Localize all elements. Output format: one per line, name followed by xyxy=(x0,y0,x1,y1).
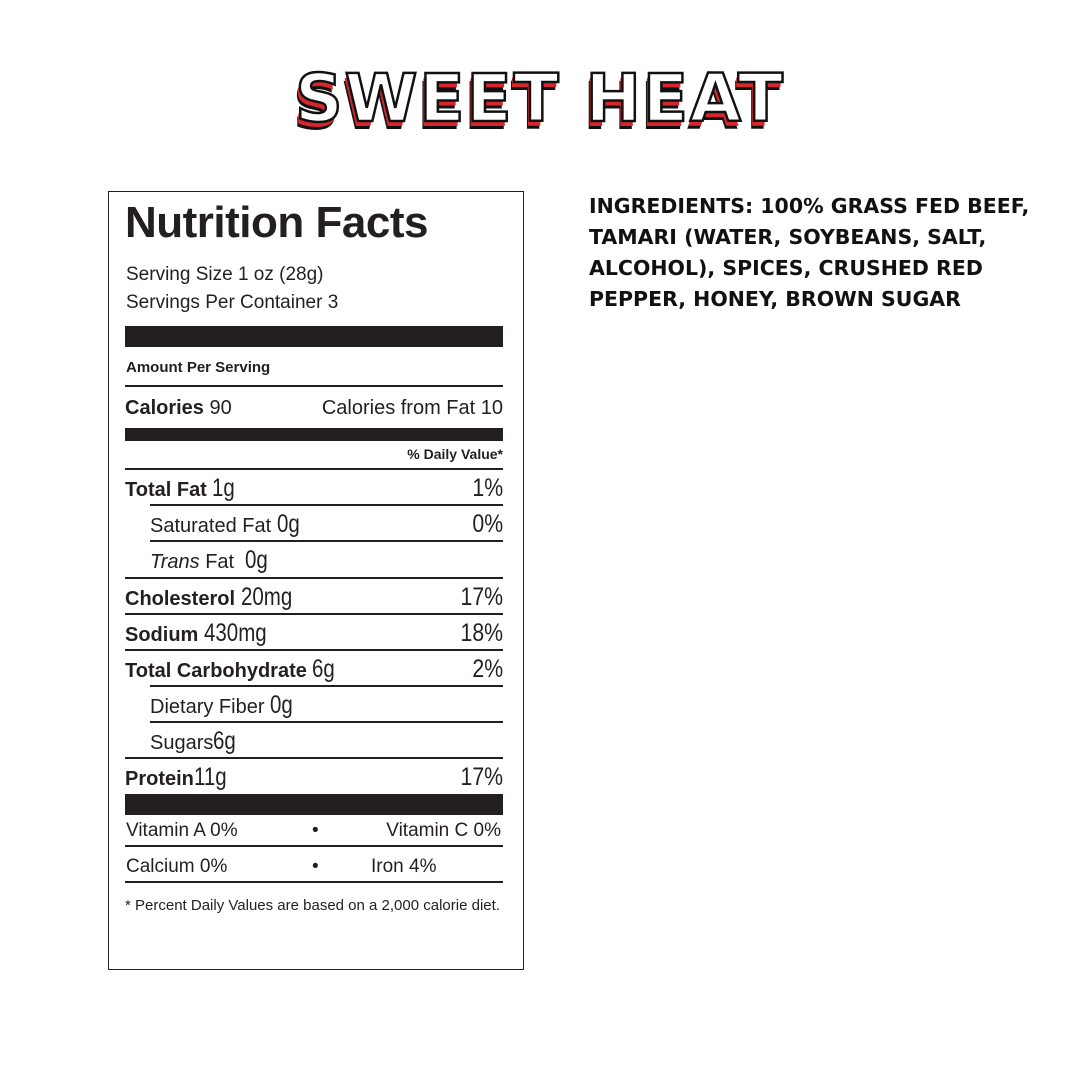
divider xyxy=(125,649,503,651)
calories-row xyxy=(125,391,503,425)
separator-dot: • xyxy=(312,820,319,841)
separator-dot: • xyxy=(312,856,319,877)
protein-row xyxy=(125,760,503,794)
calories-from-fat: Calories from Fat 10 xyxy=(321,396,503,419)
divider xyxy=(125,881,503,883)
footnote: * Percent Daily Values are based on a 2,000 calorie diet. xyxy=(125,897,500,914)
total-fat-dv: 1% xyxy=(472,473,503,502)
divider xyxy=(125,845,503,847)
trans-fat-amount: 0g xyxy=(245,545,269,574)
sugars-label: Sugars xyxy=(150,731,214,754)
dietary-fiber-amount: 0g xyxy=(270,690,293,719)
calories-label: Calories xyxy=(125,396,204,419)
dietary-fiber-row xyxy=(150,688,503,722)
sodium-dv: 18% xyxy=(460,618,503,647)
thick-divider xyxy=(125,794,503,815)
nutrition-facts-panel xyxy=(108,191,524,970)
trans-fat-row xyxy=(150,543,503,577)
trans-fat-italic: Trans xyxy=(150,550,200,573)
divider xyxy=(150,721,503,723)
cholesterol-amount: 20mg xyxy=(240,582,292,611)
trans-fat-label: Fat xyxy=(205,550,235,573)
saturated-fat-label: Saturated Fat xyxy=(150,514,272,537)
protein-amount: 11g xyxy=(193,762,227,791)
cholesterol-label: Cholesterol xyxy=(125,587,236,610)
cholesterol-row xyxy=(125,580,503,614)
sugars-amount: 6g xyxy=(213,726,237,755)
sodium-label: Sodium xyxy=(125,623,199,646)
ingredients-text: INGREDIENTS: 100% GRASS FED BEEF, TAMARI (WATER, SOYBEANS, SALT, ALCOHOL), SPICES, CRUSHED RED PEPPER, HONEY, BROWN SUGAR xyxy=(589,194,1030,311)
vitamin-a: Vitamin A 0% xyxy=(126,820,238,841)
total-fat-amount: 1g xyxy=(212,473,236,502)
product-title: SWEET HEAT xyxy=(295,60,785,137)
cholesterol-dv: 17% xyxy=(460,582,503,611)
servings-per-container: Servings Per Container 3 xyxy=(126,292,339,313)
dietary-fiber-label: Dietary Fiber xyxy=(150,695,265,718)
protein-dv: 17% xyxy=(460,762,503,791)
saturated-fat-amount: 0g xyxy=(276,509,300,538)
divider xyxy=(125,385,503,387)
total-carbohydrate-dv: 2% xyxy=(472,654,503,683)
calcium: Calcium 0% xyxy=(126,856,228,877)
daily-value-header: % Daily Value* xyxy=(407,446,503,462)
saturated-fat-row xyxy=(150,507,503,541)
vitamin-c: Vitamin C 0% xyxy=(386,820,501,841)
total-carbohydrate-row xyxy=(125,652,503,686)
total-fat-label: Total Fat xyxy=(125,478,207,501)
calories-value: 90 xyxy=(209,396,232,419)
total-carbohydrate-amount: 6g xyxy=(312,654,336,683)
sugars-row xyxy=(150,724,503,758)
divider xyxy=(150,685,503,687)
divider xyxy=(125,468,503,470)
protein-label: Protein xyxy=(125,767,194,790)
thick-divider xyxy=(125,326,503,347)
sodium-row xyxy=(125,616,503,650)
sodium-amount: 430mg xyxy=(203,618,267,647)
divider xyxy=(150,504,503,506)
iron: Iron 4% xyxy=(371,856,437,877)
divider xyxy=(125,613,503,615)
total-fat-row xyxy=(125,471,503,505)
amount-per-serving: Amount Per Serving xyxy=(126,359,271,376)
divider xyxy=(150,540,503,542)
nutrition-facts-heading: Nutrition Facts xyxy=(125,198,428,247)
divider xyxy=(125,577,503,579)
total-carbohydrate-label: Total Carbohydrate xyxy=(125,659,307,682)
medium-divider xyxy=(125,428,503,441)
divider xyxy=(125,757,503,759)
saturated-fat-dv: 0% xyxy=(472,509,503,538)
serving-size: Serving Size 1 oz (28g) xyxy=(126,264,324,285)
